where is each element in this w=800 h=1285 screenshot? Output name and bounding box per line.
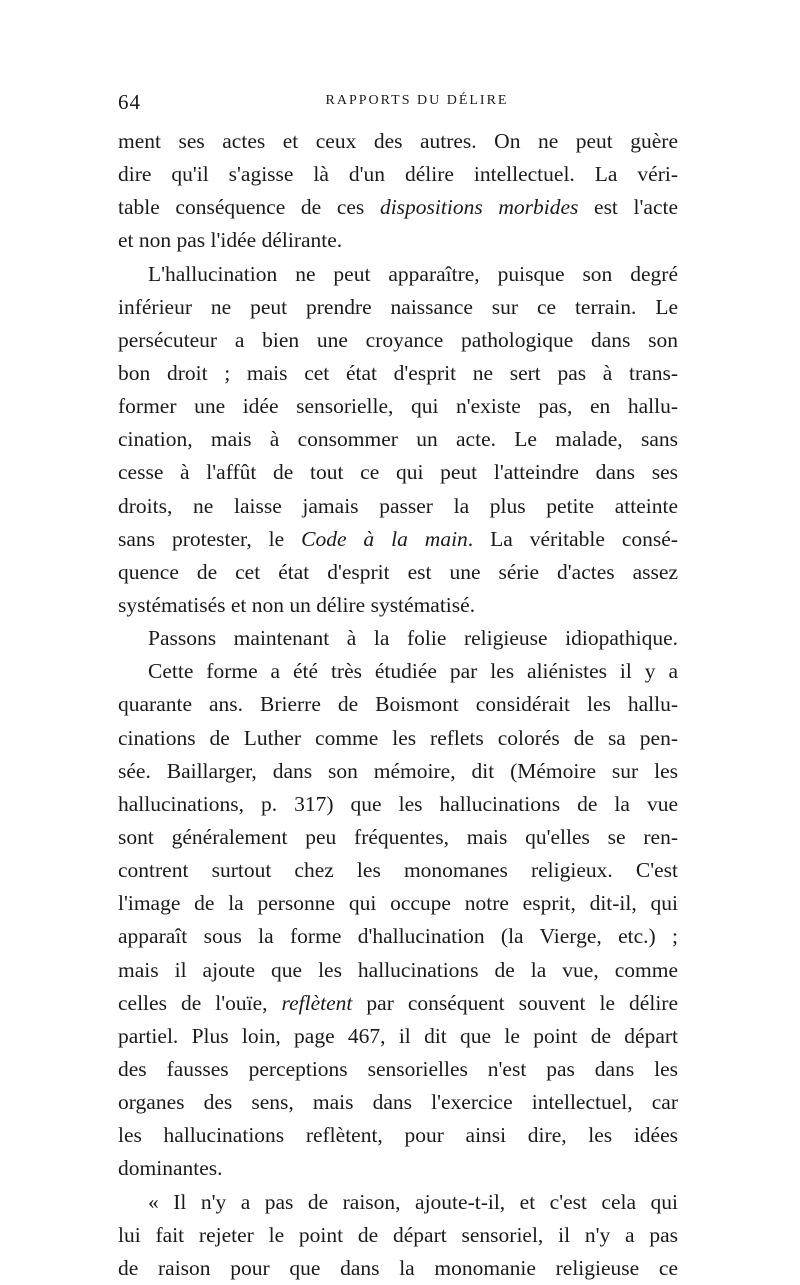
- text-line: [118, 987, 678, 1020]
- italic-segment: reflètent: [281, 990, 353, 1015]
- text-line: inférieur ne peut prendre naissance sur ce terrain. Le: [118, 294, 678, 319]
- running-head: [118, 90, 676, 120]
- text-line: cination, mais à consommer un acte. Le malade, sans: [118, 427, 678, 452]
- text-line: de raison pour que dans la monomanie religieuse ce: [118, 1255, 678, 1280]
- italic-segment: dispositions morbides: [379, 195, 579, 220]
- page-number: 64: [118, 90, 141, 114]
- text-line: dire qu'il s'agisse là d'un délire intellectuel. La véri-: [118, 162, 678, 187]
- text-segment: table conséquence de ces: [118, 195, 380, 220]
- text-line: dominantes.: [118, 1156, 223, 1181]
- text-line: systématisés et non un délire systématisé.: [118, 592, 476, 617]
- text-line: ment ses actes et ceux des autres. On ne peut guère: [118, 129, 678, 153]
- text-line: contrent surtout chez les monomanes religieux. C'est: [118, 858, 678, 883]
- text-line: les hallucinations reflètent, pour ainsi dire, les idées: [118, 1123, 678, 1148]
- text-line: « Il n'y a pas de raison, ajoute-t-il, et c'est cela qui: [148, 1189, 678, 1214]
- text-line: partiel. Plus loin, page 467, il dit que le point de départ: [118, 1023, 678, 1048]
- text-line: [118, 191, 678, 224]
- text-line: organes des sens, mais dans l'exercice intellectuel, car: [118, 1090, 678, 1115]
- text-line: mais il ajoute que les hallucinations de la vue, comme: [118, 957, 678, 982]
- text-line: et non pas l'idée délirante.: [118, 228, 343, 253]
- text-line: persécuteur a bien une croyance pathologique dans son: [118, 327, 678, 352]
- text-line: des fausses perceptions sensorielles n'est pas dans les: [118, 1056, 678, 1081]
- text-line: bon droit ; mais cet état d'esprit ne sert pas à trans-: [118, 360, 678, 385]
- text-line: lui fait rejeter le point de départ sensoriel, il n'y a pas: [118, 1222, 678, 1247]
- text-line: former une idée sensorielle, qui n'existe pas, en hallu-: [118, 394, 678, 419]
- text-line: Passons maintenant à la folie religieuse idiopathique.: [148, 626, 678, 651]
- text-line: hallucinations, p. 317) que les hallucinations de la vue: [118, 791, 678, 816]
- text-line: sont généralement peu fréquentes, mais qu'elles se ren-: [118, 824, 678, 849]
- text-line: Cette forme a été très étudiée par les aliénistes il y a: [148, 659, 678, 684]
- text-segment: . La véritable consé-: [467, 526, 678, 551]
- text-line: L'hallucination ne peut apparaître, puisque son degré: [148, 261, 678, 286]
- running-title: RAPPORTS DU DÉLIRE: [325, 93, 509, 108]
- text-line: cesse à l'affût de tout ce qui peut l'atteindre dans ses: [118, 460, 678, 485]
- text-segment: sans protester, le: [118, 526, 302, 551]
- text-segment: celles de l'ouïe,: [118, 990, 282, 1015]
- text-line: [118, 523, 678, 556]
- text-line: l'image de la personne qui occupe notre esprit, dit-il, qui: [118, 891, 678, 916]
- text-segment: par conséquent souvent le délire: [352, 990, 679, 1015]
- italic-segment: Code à la main: [301, 526, 468, 551]
- text-line: quence de cet état d'esprit est une série d'actes assez: [118, 559, 678, 584]
- text-line: droits, ne laisse jamais passer la plus petite atteinte: [118, 493, 678, 518]
- body-text: [118, 125, 678, 1285]
- text-segment: est l'acte: [578, 195, 678, 220]
- text-line: apparaît sous la forme d'hallucination (la Vierge, etc.) ;: [118, 924, 678, 949]
- text-line: quarante ans. Brierre de Boismont considérait les hallu-: [118, 692, 678, 717]
- text-line: sée. Baillarger, dans son mémoire, dit (Mémoire sur les: [118, 758, 678, 783]
- text-line: cinations de Luther comme les reflets colorés de sa pen-: [118, 725, 678, 750]
